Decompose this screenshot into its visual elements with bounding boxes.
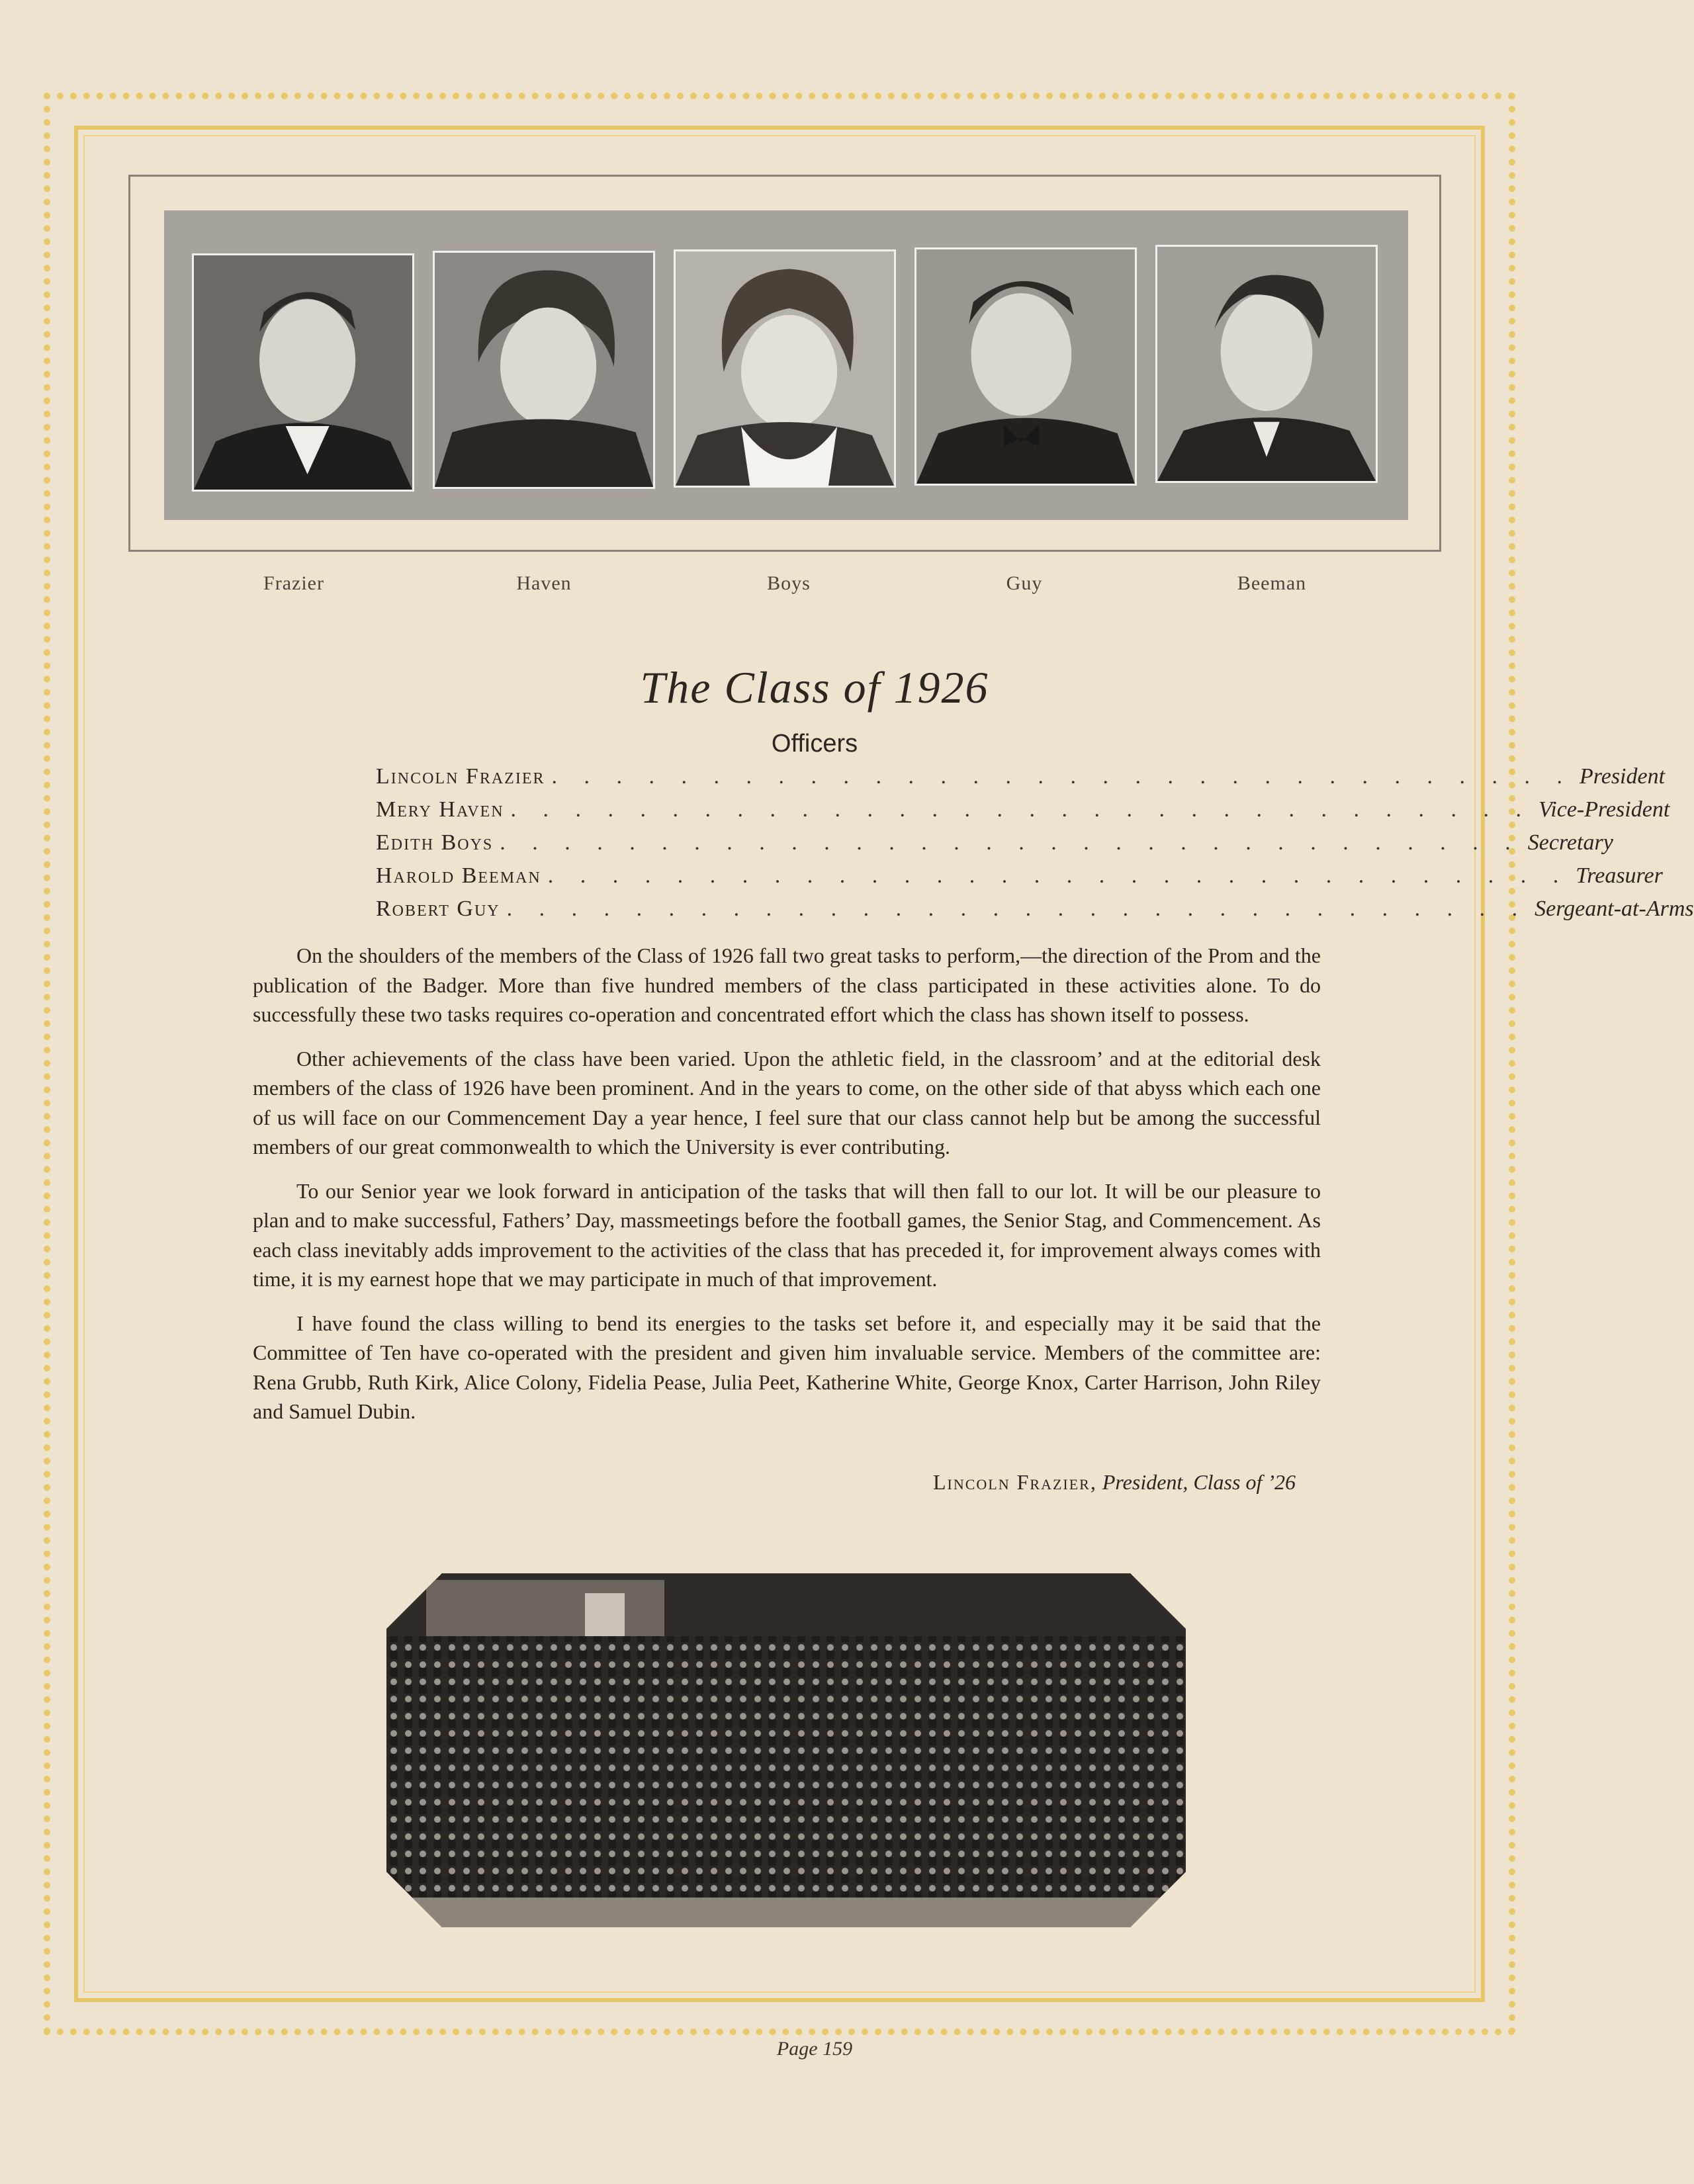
officer-role: Sergeant-at-Arms [1535, 896, 1694, 921]
officer-role: Treasurer [1576, 863, 1663, 888]
class-group-photo [386, 1573, 1186, 1927]
page-number: Page 159 [776, 2038, 853, 2060]
dot-leader: . . . . . . . . . . . . . . . . . . . . . . . . . . . . . . . . [551, 764, 1573, 789]
portrait-strip [164, 210, 1408, 520]
dot-leader: . . . . . . . . . . . . . . . . . . . . . . . . . . . . . . . . [500, 830, 1521, 855]
portrait-caption-haven: Haven [516, 572, 572, 594]
signature-role: President, Class of ’26 [1102, 1470, 1296, 1494]
portrait-guy [914, 247, 1137, 486]
officers-heading: Officers [771, 730, 858, 758]
portrait-beeman [1155, 245, 1378, 483]
signature [933, 1470, 1296, 1495]
officer-name: Edith Boys [376, 830, 494, 855]
portrait-caption-guy: Guy [1006, 572, 1043, 594]
body-text [253, 941, 1321, 1441]
page-title: The Class of 1926 [640, 662, 989, 713]
dot-leader: . . . . . . . . . . . . . . . . . . . . . . . . . . . . . . . . [506, 896, 1529, 921]
portrait-boys [674, 249, 896, 488]
portrait-caption-frazier: Frazier [263, 572, 324, 594]
portrait-haven [433, 251, 655, 489]
paragraph: On the shoulders of the members of the Class of 1926 fall two great tasks to perform,—the direction of the Prom and the publication of the Badger. More than five hundred members of the class participated in these activities alone. To do successfully these two tasks requires co-operation and concentrated effort which the class has shown itself to possess. [253, 943, 1321, 1026]
officer-row [376, 797, 1670, 829]
paragraph: Other achievements of the class have been varied. Upon the athletic field, in the classroom’ and at the editorial desk members of the class of 1926 have been prominent. And in the years to come, on the other side of that abyss which each one of us will face on our Commencement Day a year hence, I feel sure that our class cannot help but be among the successful members of our great commonwealth to which the University is ever contributing. [253, 1046, 1321, 1158]
officer-row [376, 863, 1663, 895]
signature-name: Lincoln Frazier, [932, 1470, 1097, 1494]
officer-name: Lincoln Frazier [376, 764, 545, 789]
portrait-frazier [192, 253, 414, 492]
officer-row [376, 896, 1694, 928]
officer-role: President [1580, 764, 1666, 789]
portrait-caption-beeman: Beeman [1237, 572, 1307, 594]
officer-role: Secretary [1527, 830, 1613, 855]
officer-role: Vice-President [1538, 797, 1670, 822]
dot-leader: . . . . . . . . . . . . . . . . . . . . . . . . . . . . . . . . [547, 863, 1570, 888]
officer-name: Mery Haven [376, 797, 504, 822]
dot-leader: . . . . . . . . . . . . . . . . . . . . . . . . . . . . . . . . [510, 797, 1533, 822]
officer-name: Robert Guy [376, 896, 500, 921]
portrait-caption-boys: Boys [767, 572, 811, 594]
paragraph: I have found the class willing to bend its energies to the tasks set before it, and especially may it be said that the Committee of Ten have co-operated with the president and given him invaluable service. Members of the committee are: Rena Grubb, Ruth Kirk, Alice Colony, Fidelia Pease, Julia Peet, Katherine White, George Knox, Carter Harrison, John Riley and Samuel Dubin. [253, 1311, 1321, 1423]
officer-row [376, 830, 1613, 862]
officer-name: Harold Beeman [376, 863, 541, 888]
officer-row [376, 764, 1666, 796]
paragraph: To our Senior year we look forward in anticipation of the tasks that will then fall to our lot. It will be our pleasure to plan and to make successful, Fathers’ Day, massmeetings before the football games, the Senior Stag, and Commencement. As each class inevitably adds improvement to the activities of the class that has preceded it, for improvement always comes with time, it is my earnest hope that we may participate in much of that improvement. [253, 1178, 1321, 1291]
